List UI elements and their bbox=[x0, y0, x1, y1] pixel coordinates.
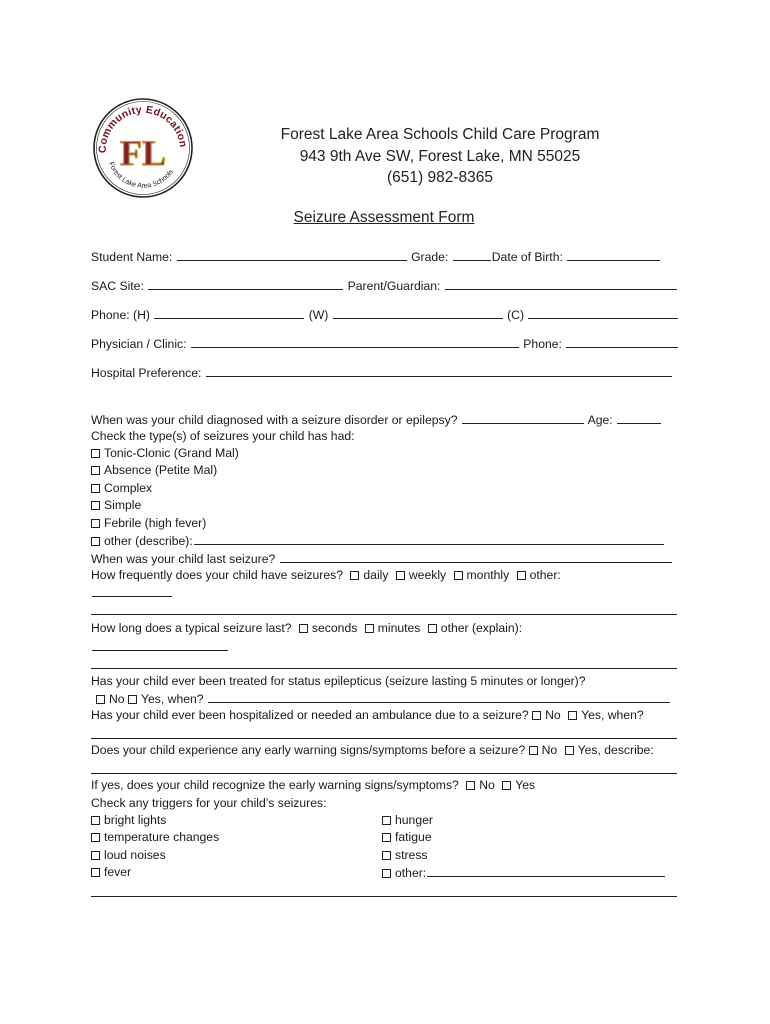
answer-line[interactable] bbox=[91, 614, 677, 615]
frequency-other-line bbox=[91, 584, 679, 601]
other-describe-field[interactable] bbox=[194, 532, 664, 545]
trigger-option: fatigue bbox=[382, 829, 432, 846]
program-name: Forest Lake Area Schools Child Care Program bbox=[280, 126, 600, 143]
phone-work-field[interactable] bbox=[333, 306, 503, 319]
diagnosed-field[interactable] bbox=[462, 411, 584, 424]
trigger-option: temperature changes bbox=[91, 829, 371, 846]
trigger-option: fever bbox=[91, 864, 371, 881]
hospital-field[interactable] bbox=[206, 364, 672, 377]
checkbox[interactable] bbox=[96, 695, 105, 704]
triggers-prompt: Check any triggers for your child’s seizures: bbox=[91, 796, 327, 810]
duration-other-line bbox=[91, 638, 679, 655]
status-row: No Yes, when? bbox=[91, 690, 679, 707]
hospital-row: Hospital Preference: bbox=[91, 364, 679, 381]
types-prompt: Check the type(s) of seizures your child has had: bbox=[91, 429, 355, 443]
hospitalized-row: Has your child ever been hospitalized or needed an ambulance due to a seizure? No Yes, when? bbox=[91, 708, 644, 722]
trigger-other-field[interactable] bbox=[427, 864, 665, 877]
checkbox[interactable] bbox=[502, 781, 511, 790]
sac-site-field[interactable] bbox=[148, 277, 343, 290]
checkbox[interactable] bbox=[91, 816, 100, 825]
trigger-option: other: bbox=[382, 864, 666, 881]
checkbox[interactable] bbox=[91, 851, 100, 860]
physician-field[interactable] bbox=[191, 335, 519, 348]
dob-field[interactable] bbox=[567, 248, 660, 261]
answer-line[interactable] bbox=[91, 896, 677, 897]
student-row: Student Name: Grade: Date of Birth: bbox=[91, 248, 679, 265]
phone-home-field[interactable] bbox=[154, 306, 304, 319]
checkbox[interactable] bbox=[517, 571, 526, 580]
last-seizure-field[interactable] bbox=[280, 550, 672, 563]
checkbox[interactable] bbox=[299, 624, 308, 633]
type-option: Febrile (high fever) bbox=[91, 515, 679, 532]
checkbox[interactable] bbox=[91, 537, 100, 546]
trigger-option: loud noises bbox=[91, 847, 371, 864]
checkbox[interactable] bbox=[532, 711, 541, 720]
answer-line[interactable] bbox=[91, 738, 677, 739]
diagnosed-row: When was your child diagnosed with a seizure disorder or epilepsy? Age: bbox=[91, 411, 679, 428]
checkbox[interactable] bbox=[382, 869, 391, 878]
checkbox[interactable] bbox=[428, 624, 437, 633]
checkbox[interactable] bbox=[396, 571, 405, 580]
checkbox[interactable] bbox=[128, 695, 137, 704]
trigger-option: bright lights bbox=[91, 812, 371, 829]
checkbox[interactable] bbox=[382, 851, 391, 860]
student-name-field[interactable] bbox=[177, 248, 407, 261]
checkbox[interactable] bbox=[382, 816, 391, 825]
physician-phone-field[interactable] bbox=[566, 335, 678, 348]
checkbox[interactable] bbox=[91, 449, 100, 458]
site-row: SAC Site: Parent/Guardian: bbox=[91, 277, 679, 294]
physician-row: Physician / Clinic: Phone: bbox=[91, 335, 679, 352]
grade-field[interactable] bbox=[453, 248, 491, 261]
type-option: Complex bbox=[91, 480, 679, 497]
duration-other-field[interactable] bbox=[92, 638, 228, 651]
checkbox[interactable] bbox=[529, 746, 538, 755]
trigger-option: hunger bbox=[382, 812, 433, 829]
checkbox[interactable] bbox=[382, 833, 391, 842]
checkbox[interactable] bbox=[454, 571, 463, 580]
status-prompt: Has your child ever been treated for status epilepticus (seizure lasting 5 minutes or longer)? bbox=[91, 674, 586, 688]
type-option: other (describe): bbox=[91, 532, 679, 549]
checkbox[interactable] bbox=[466, 781, 475, 790]
type-option: Absence (Petite Mal) bbox=[91, 462, 679, 479]
parent-field[interactable] bbox=[445, 277, 677, 290]
frequency-row: How frequently does your child have seizures? daily weekly monthly other: bbox=[91, 568, 561, 582]
status-when-field[interactable] bbox=[208, 690, 670, 703]
type-option: Simple bbox=[91, 497, 679, 514]
recognize-row: If yes, does your child recognize the early warning signs/symptoms? No Yes bbox=[91, 778, 536, 792]
phone-row: Phone: (H) (W) (C) bbox=[91, 306, 679, 323]
program-phone: (651) 982-8365 bbox=[387, 169, 493, 186]
checkbox[interactable] bbox=[365, 624, 374, 633]
checkbox[interactable] bbox=[91, 501, 100, 510]
checkbox[interactable] bbox=[91, 484, 100, 493]
svg-text:Forest Lake Area Schools: Forest Lake Area Schools bbox=[107, 161, 175, 190]
warning-row: Does your child experience any early warning signs/symptoms before a seizure? No Yes, describe: bbox=[91, 743, 654, 757]
program-address: 943 9th Ave SW, Forest Lake, MN 55025 bbox=[299, 147, 581, 165]
type-option: Tonic-Clonic (Grand Mal) bbox=[91, 445, 679, 462]
checkbox[interactable] bbox=[350, 571, 359, 580]
form-title: Seizure Assessment Form bbox=[293, 209, 475, 226]
checkbox[interactable] bbox=[91, 833, 100, 842]
svg-text:FL: FL bbox=[119, 133, 167, 173]
checkbox[interactable] bbox=[91, 519, 100, 528]
answer-line[interactable] bbox=[91, 773, 677, 774]
duration-row: How long does a typical seizure last? seconds minutes other (explain): bbox=[91, 621, 523, 635]
checkbox[interactable] bbox=[91, 868, 100, 877]
answer-line[interactable] bbox=[91, 668, 677, 669]
phone-cell-field[interactable] bbox=[528, 306, 678, 319]
last-seizure-row: When was your child last seizure? bbox=[91, 550, 679, 567]
trigger-option: stress bbox=[382, 847, 428, 864]
program-header bbox=[230, 124, 650, 189]
checkbox[interactable] bbox=[568, 711, 577, 720]
frequency-other-field[interactable] bbox=[92, 584, 172, 597]
age-field[interactable] bbox=[617, 411, 661, 424]
checkbox[interactable] bbox=[91, 466, 100, 475]
checkbox[interactable] bbox=[565, 746, 574, 755]
svg-text:Community Education: Community Education bbox=[96, 103, 190, 154]
community-education-logo bbox=[92, 97, 194, 199]
